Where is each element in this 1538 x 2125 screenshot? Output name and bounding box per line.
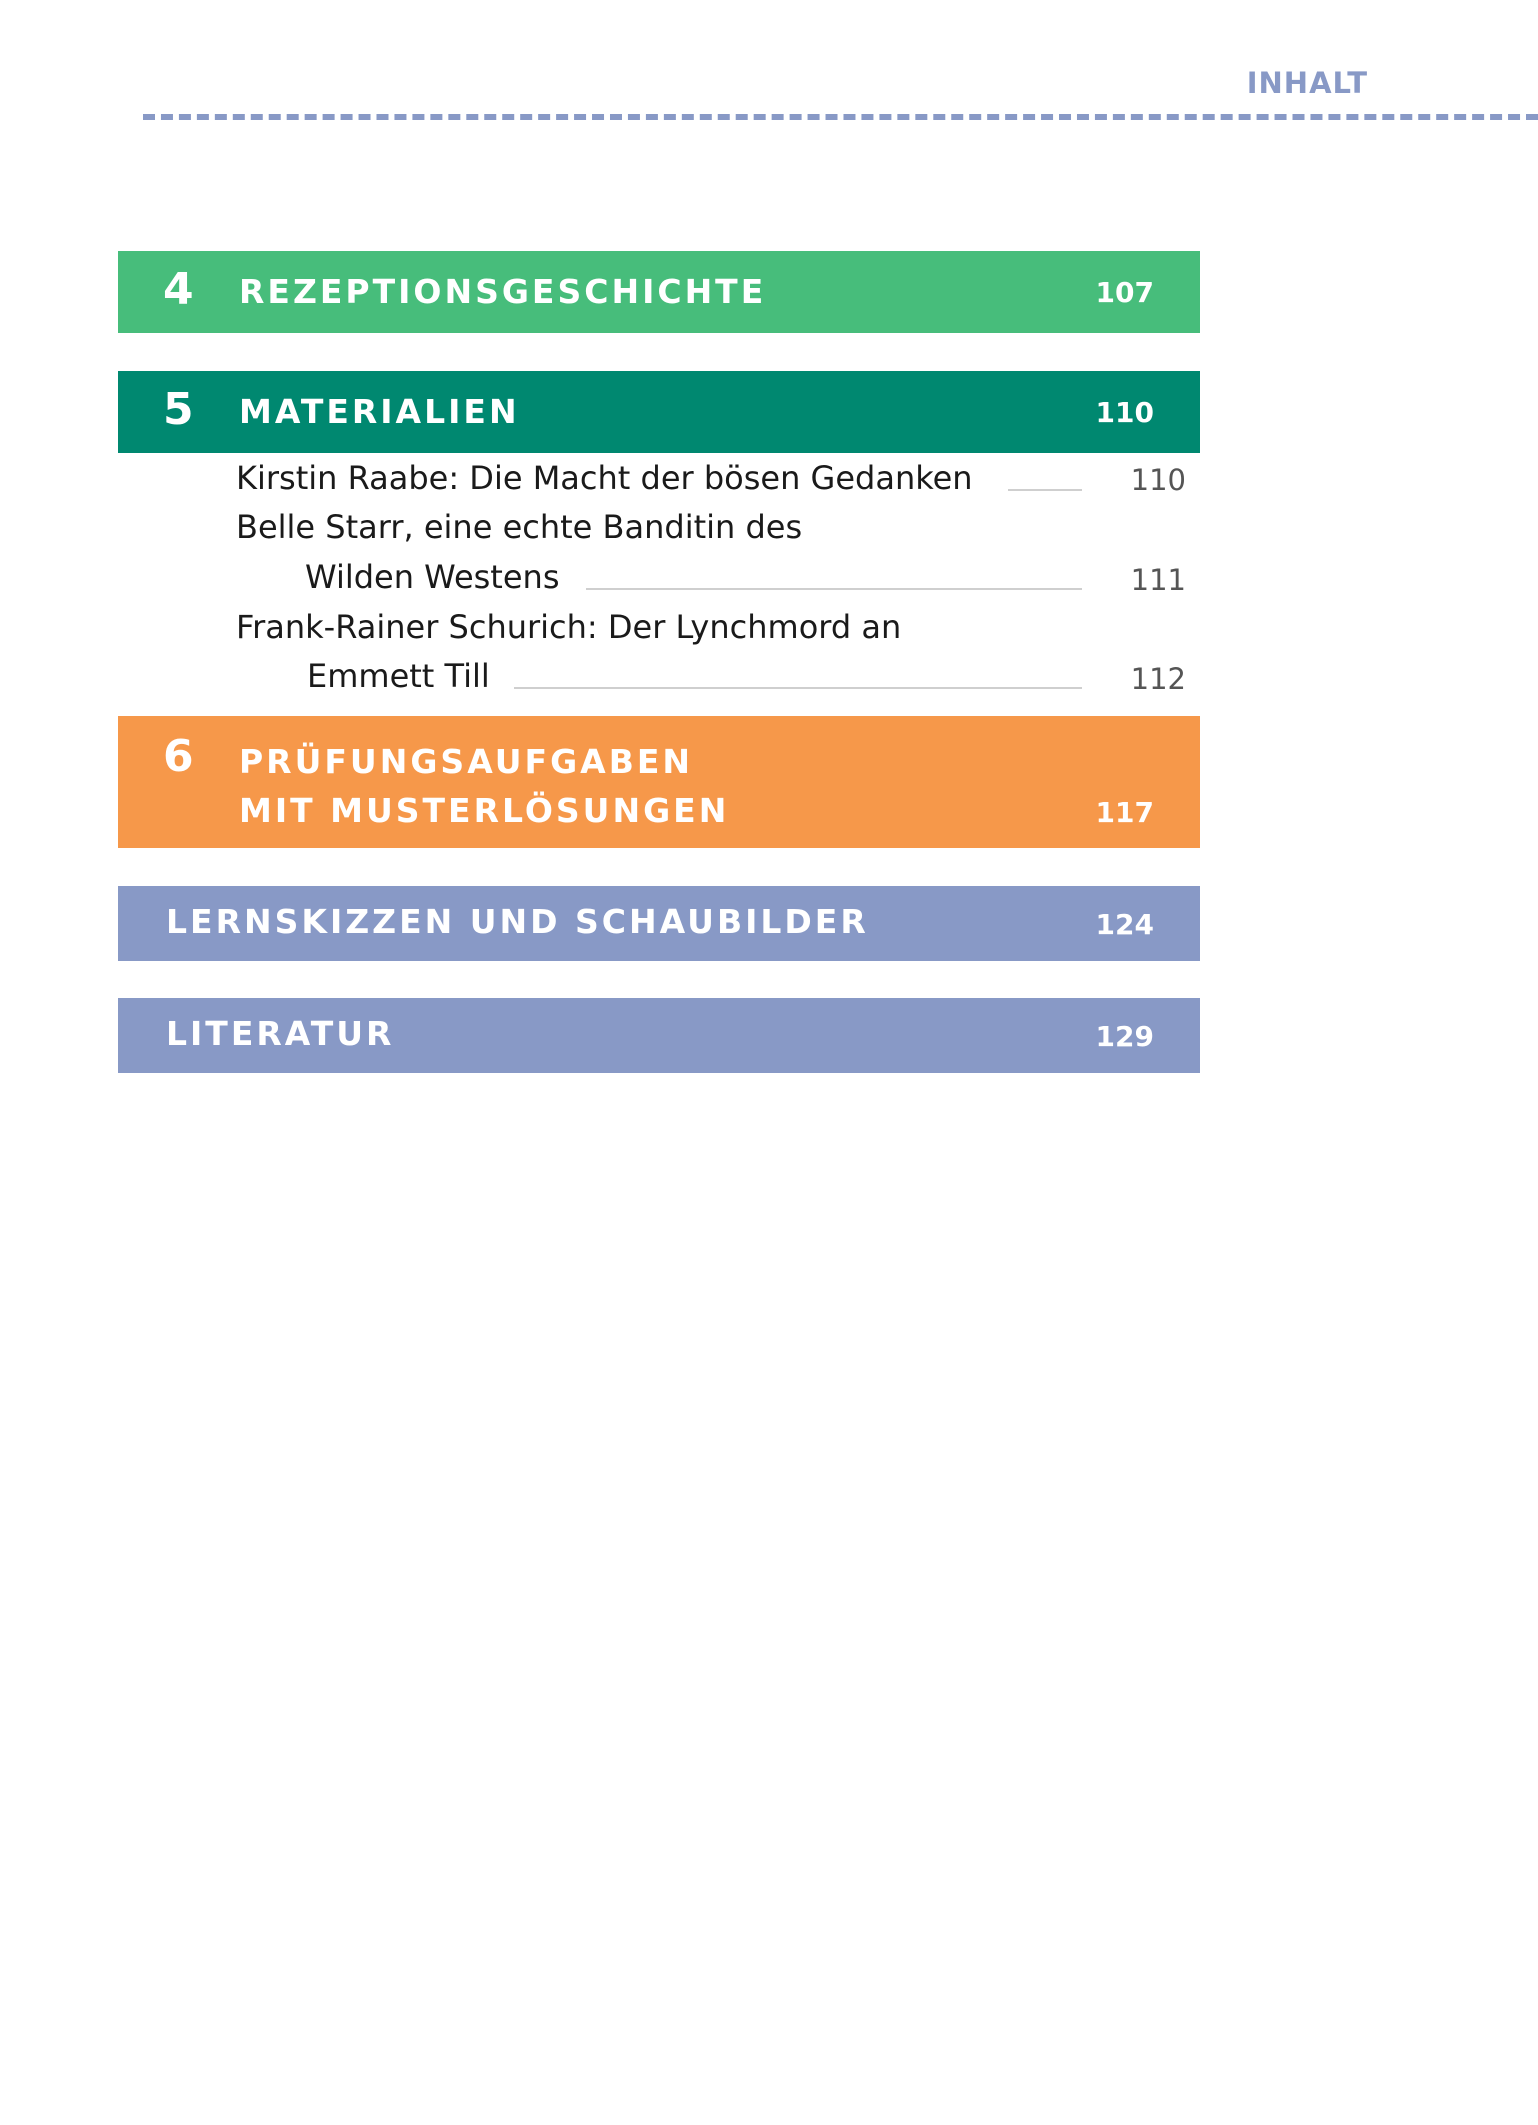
dot-leader	[586, 588, 1082, 590]
appendix-title: LITERATUR	[166, 1014, 395, 1053]
dot-leader	[1008, 489, 1082, 491]
appendix-title: LERNSKIZZEN UND SCHAUBILDER	[166, 902, 869, 941]
entry-page-number: 112	[1130, 662, 1186, 696]
toc-chapter-5[interactable]	[118, 371, 1200, 453]
entry-title-line1: Belle Starr, eine echte Banditin des	[236, 508, 803, 546]
header-dashed-divider	[143, 114, 1538, 120]
entry-page-number: 111	[1130, 563, 1186, 597]
appendix-page-number: 129	[1095, 1020, 1154, 1053]
chapter-number: 6	[163, 731, 194, 782]
entry-title: Kirstin Raabe: Die Macht der bösen Gedanken	[236, 459, 973, 497]
section-header-label: INHALT	[1246, 66, 1368, 100]
toc-appendix-lernskizzen[interactable]	[118, 886, 1200, 961]
chapter-page-number: 107	[1095, 276, 1154, 309]
entry-title-line1: Frank-Rainer Schurich: Der Lynchmord an	[236, 608, 902, 646]
chapter-page-number: 117	[1095, 796, 1154, 829]
chapter-title-line1: PRÜFUNGSAUFGABEN	[239, 742, 694, 781]
chapter-number: 5	[163, 384, 194, 435]
chapter-title: REZEPTIONSGESCHICHTE	[239, 272, 767, 311]
toc-chapter-6[interactable]	[118, 716, 1200, 848]
dot-leader	[514, 687, 1082, 689]
appendix-page-number: 124	[1095, 908, 1154, 941]
entry-title-line2: Wilden Westens	[305, 558, 560, 596]
toc-appendix-literatur[interactable]	[118, 998, 1200, 1073]
chapter-page-number: 110	[1095, 396, 1154, 429]
toc-chapter-4[interactable]	[118, 251, 1200, 333]
entry-title-line2: Emmett Till	[307, 657, 490, 695]
chapter-title: MATERIALIEN	[239, 392, 520, 431]
chapter-title-line2: MIT MUSTERLÖSUNGEN	[239, 791, 730, 830]
chapter-number: 4	[163, 264, 194, 315]
entry-page-number: 110	[1130, 463, 1186, 497]
